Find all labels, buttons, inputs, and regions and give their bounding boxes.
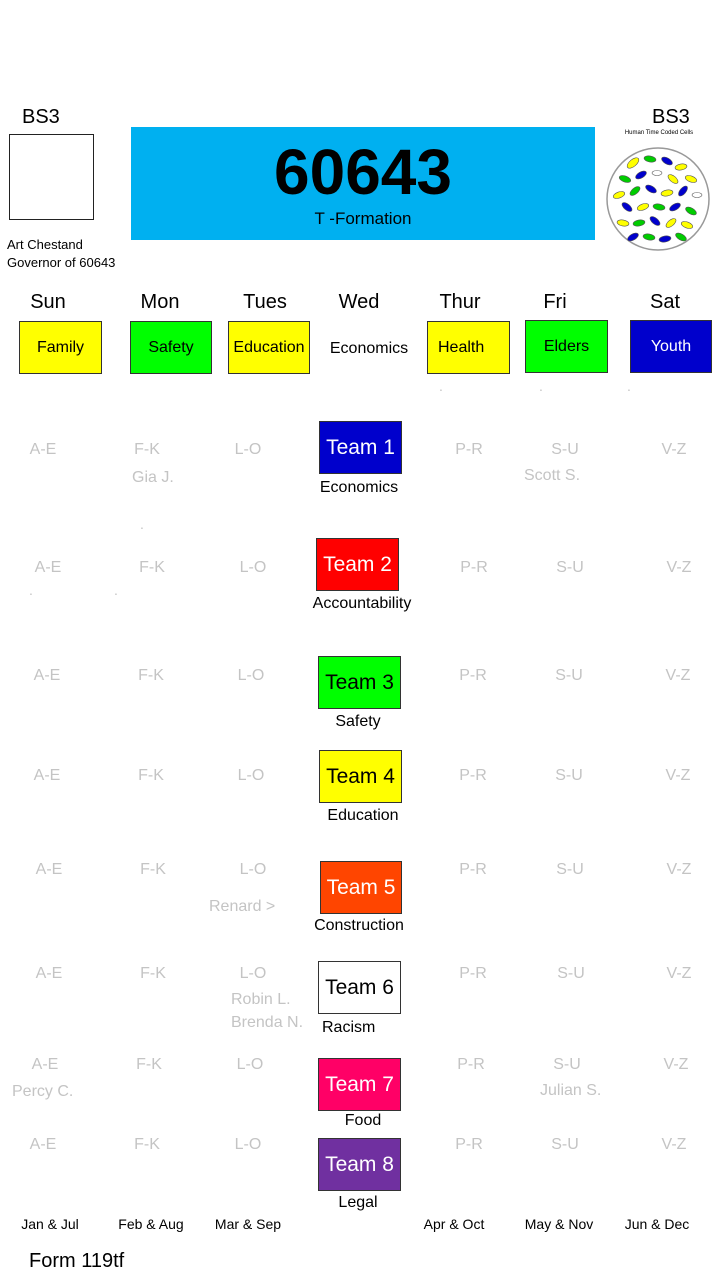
team-6-box: Team 6 <box>318 961 401 1014</box>
month-mar-sep: Mar & Sep <box>214 1216 282 1232</box>
group-f-k: F-K <box>140 965 166 982</box>
day-tues: Tues <box>243 291 287 313</box>
group-l-o: L-O <box>237 767 265 784</box>
month-jan-jul: Jan & Jul <box>21 1216 79 1232</box>
team-5-box: Team 5 <box>320 861 402 914</box>
team-8-label: Legal <box>338 1194 378 1211</box>
group-l-o: L-O <box>234 1136 262 1153</box>
cells-logo-icon <box>605 141 711 255</box>
dot: . <box>29 582 33 598</box>
group-a-e: A-E <box>33 667 61 684</box>
group-p-r: P-R <box>459 965 487 982</box>
group-a-e: A-E <box>33 767 61 784</box>
team-2-box: Team 2 <box>316 538 399 591</box>
right-code: BS3 <box>652 106 690 128</box>
team-1-label: Economics <box>319 479 399 496</box>
left-code: BS3 <box>22 106 60 128</box>
zip-code: 60643 <box>274 136 452 208</box>
dot: . <box>627 378 631 394</box>
group-p-r: P-R <box>457 1056 485 1073</box>
group-v-z: V-Z <box>666 559 692 576</box>
topic-family: Family <box>19 321 102 374</box>
dot: . <box>140 516 144 532</box>
month-jun-dec: Jun & Dec <box>624 1216 690 1232</box>
group-a-e: A-E <box>29 1136 57 1153</box>
member-julian: Julian S. <box>540 1082 602 1099</box>
group-s-u: S-U <box>551 441 579 458</box>
group-a-e: A-E <box>35 861 63 878</box>
dot: . <box>539 378 543 394</box>
member-brenda: Brenda N. <box>231 1014 304 1031</box>
member-scott: Scott S. <box>524 467 581 484</box>
group-l-o: L-O <box>239 861 267 878</box>
group-l-o: L-O <box>239 965 267 982</box>
group-a-e: A-E <box>31 1056 59 1073</box>
group-f-k: F-K <box>136 1056 162 1073</box>
month-may-nov: May & Nov <box>524 1216 594 1232</box>
member-gia: Gia J. <box>132 469 174 486</box>
team-8-box: Team 8 <box>318 1138 401 1191</box>
team-1-box: Team 1 <box>319 421 402 474</box>
topic-health: Health <box>427 321 510 374</box>
group-f-k: F-K <box>140 861 166 878</box>
member-percy: Percy C. <box>12 1083 74 1100</box>
group-l-o: L-O <box>239 559 267 576</box>
team-2-label: Accountability <box>312 595 412 612</box>
group-s-u: S-U <box>555 767 583 784</box>
group-s-u: S-U <box>553 1056 581 1073</box>
day-fri: Fri <box>543 291 567 313</box>
group-s-u: S-U <box>551 1136 579 1153</box>
group-v-z: V-Z <box>663 1056 689 1073</box>
dot: . <box>114 582 118 598</box>
team-4-label: Education <box>327 807 399 824</box>
member-renard: Renard > <box>209 898 276 915</box>
team-7-box: Team 7 <box>318 1058 401 1111</box>
group-p-r: P-R <box>460 559 488 576</box>
team-6-label: Racism <box>322 1019 376 1036</box>
topic-elders: Elders <box>525 320 608 373</box>
group-s-u: S-U <box>556 559 584 576</box>
month-feb-aug: Feb & Aug <box>118 1216 184 1232</box>
group-a-e: A-E <box>35 965 63 982</box>
group-l-o: L-O <box>237 667 265 684</box>
group-s-u: S-U <box>557 965 585 982</box>
group-p-r: P-R <box>459 767 487 784</box>
governor-photo-placeholder <box>9 134 94 220</box>
governor-title: Governor of 60643 <box>7 255 116 270</box>
day-mon: Mon <box>140 291 180 313</box>
group-v-z: V-Z <box>666 861 692 878</box>
team-3-label: Safety <box>335 713 381 730</box>
group-l-o: L-O <box>234 441 262 458</box>
member-robin: Robin L. <box>231 991 291 1008</box>
day-wed: Wed <box>338 291 380 313</box>
group-l-o: L-O <box>236 1056 264 1073</box>
day-sun: Sun <box>30 291 66 313</box>
topic-economics: Economics <box>329 340 409 357</box>
team-4-box: Team 4 <box>319 750 402 803</box>
team-5-label: Construction <box>314 917 404 934</box>
group-p-r: P-R <box>459 861 487 878</box>
group-v-z: V-Z <box>665 767 691 784</box>
day-thur: Thur <box>439 291 481 313</box>
governor-name: Art Chestand <box>7 237 83 252</box>
dot: . <box>439 378 443 394</box>
group-v-z: V-Z <box>666 965 692 982</box>
group-a-e: A-E <box>29 441 57 458</box>
group-f-k: F-K <box>138 767 164 784</box>
formation-label: T -Formation <box>314 209 412 228</box>
group-f-k: F-K <box>138 667 164 684</box>
group-f-k: F-K <box>134 1136 160 1153</box>
topic-safety: Safety <box>130 321 212 374</box>
zip-banner <box>131 127 595 240</box>
group-s-u: S-U <box>556 861 584 878</box>
day-sat: Sat <box>649 291 681 313</box>
group-v-z: V-Z <box>661 1136 687 1153</box>
group-f-k: F-K <box>139 559 165 576</box>
group-f-k: F-K <box>134 441 160 458</box>
group-p-r: P-R <box>455 441 483 458</box>
group-v-z: V-Z <box>661 441 687 458</box>
topic-youth: Youth <box>630 320 712 373</box>
group-a-e: A-E <box>34 559 62 576</box>
logo-caption: Human Time Coded Cells <box>624 130 694 136</box>
month-apr-oct: Apr & Oct <box>423 1216 485 1232</box>
group-v-z: V-Z <box>665 667 691 684</box>
form-id: Form 119tf <box>29 1250 125 1272</box>
team-3-box: Team 3 <box>318 656 401 709</box>
topic-education: Education <box>228 321 310 374</box>
group-p-r: P-R <box>459 667 487 684</box>
group-p-r: P-R <box>455 1136 483 1153</box>
team-7-label: Food <box>344 1112 382 1129</box>
group-s-u: S-U <box>555 667 583 684</box>
